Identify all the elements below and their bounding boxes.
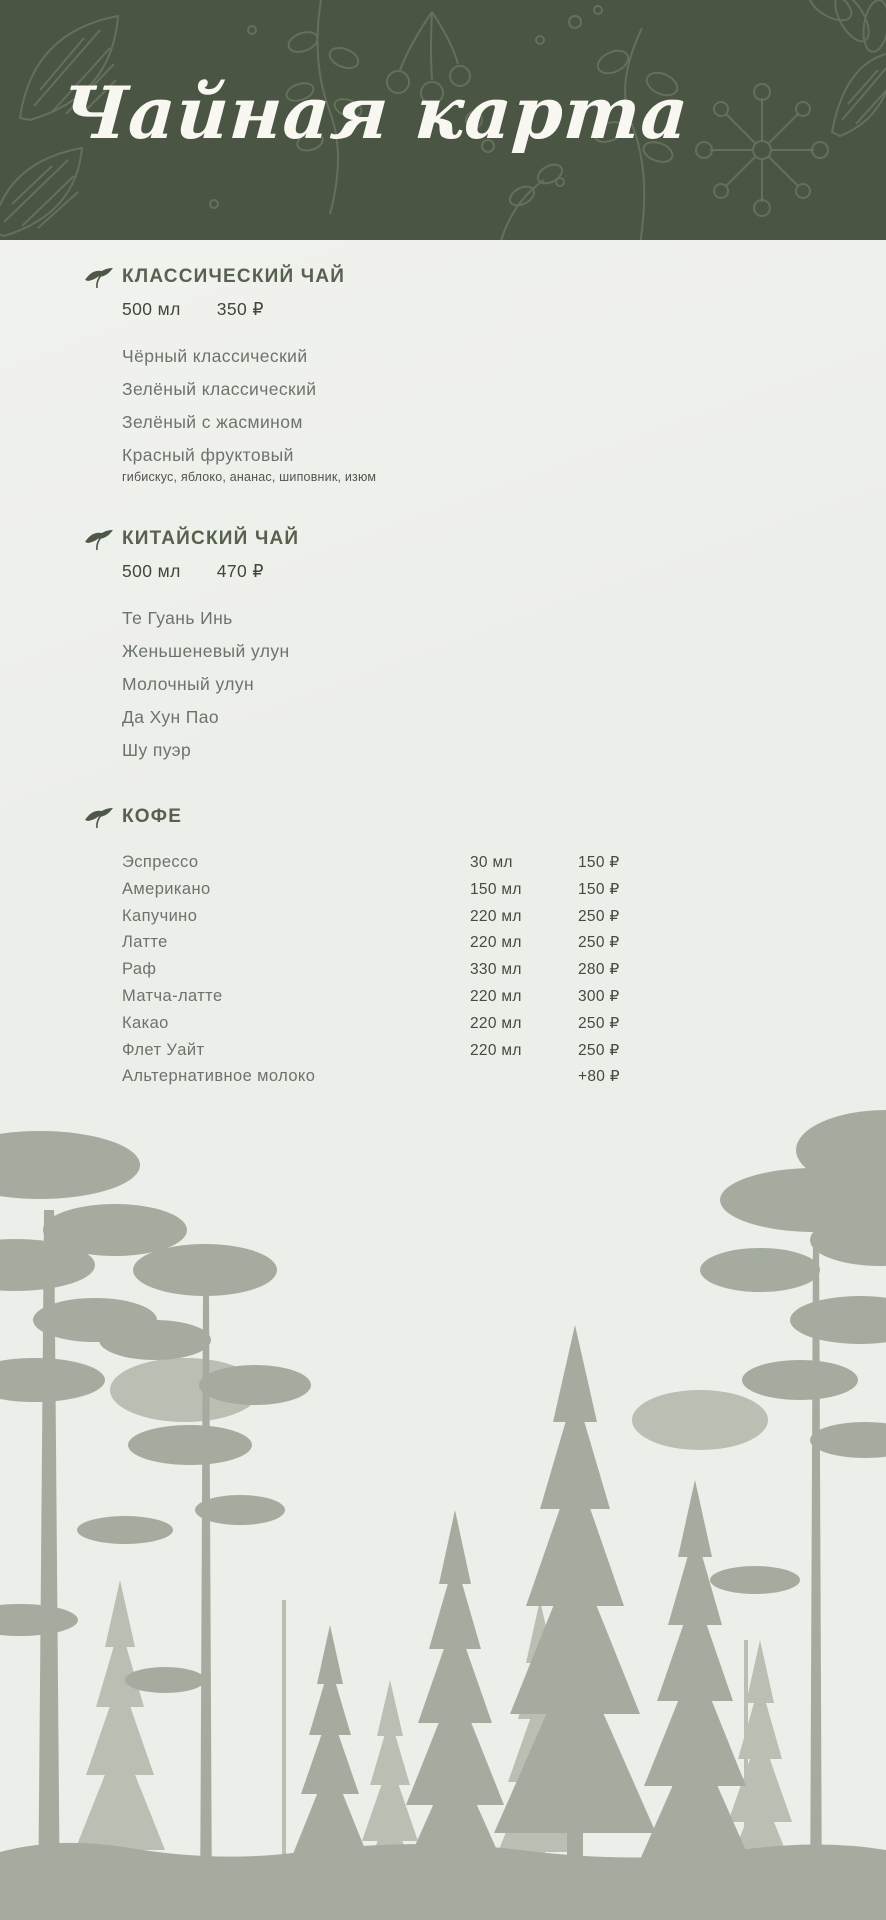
item-name: Капучино [122,906,198,925]
section-title: КОФЕ [122,806,183,827]
table-row [122,1014,822,1041]
item-volume: 220 мл [470,1041,522,1059]
page-title: Чайная карта [59,70,692,155]
table-row [122,907,822,934]
item-name: Красный фруктовый [122,445,294,465]
section-volume-price [122,561,822,582]
table-row [122,987,822,1014]
item-list [122,346,822,486]
item-name: Какао [122,1013,169,1032]
list-item [122,707,822,728]
item-list [122,608,822,761]
section-header [122,528,822,550]
item-volume: 330 мл [470,961,522,979]
header-banner [0,0,886,240]
tea-leaf-icon [84,529,114,551]
item-description: гибискус, яблоко, ананас, шиповник, изюм [122,470,377,484]
item-name: Эспрессо [122,853,199,871]
item-name: Зелёный классический [122,379,317,399]
section-price: 350 ₽ [216,299,264,319]
section-title: КИТАЙСКИЙ ЧАЙ [122,528,300,549]
item-volume: 220 мл [470,907,522,925]
table-row [122,1041,822,1068]
section-title: КЛАССИЧЕСКИЙ ЧАЙ [122,266,346,287]
list-item [122,641,822,662]
item-volume: 220 мл [470,1014,522,1032]
section-header [122,266,822,288]
list-item [122,379,822,400]
item-price: 250 ₽ [578,1014,620,1032]
item-price: +80 ₽ [578,1068,620,1086]
table-row [122,853,822,880]
item-price: 300 ₽ [578,987,620,1005]
item-name: Те Гуань Инь [122,608,233,628]
item-volume: 30 мл [470,854,513,871]
item-name: Раф [122,960,157,979]
item-name: Матча-латте [122,986,223,1005]
section-header [122,806,822,828]
coffee-table [122,853,822,1094]
list-item [122,346,822,367]
item-name: Американо [122,879,211,898]
item-price: 150 ₽ [578,880,620,898]
section-price: 470 ₽ [216,561,264,581]
list-item [122,412,822,433]
item-volume: 220 мл [470,987,522,1005]
item-name: Зелёный с жасмином [122,412,303,432]
item-name: Латте [122,933,168,952]
tea-leaf-icon [84,807,114,829]
item-price: 250 ₽ [578,907,620,925]
table-row [122,960,822,987]
item-name: Шу пуэр [122,740,192,760]
item-name: Молочный улун [122,674,255,694]
section-classic-tea [122,266,822,498]
tea-leaf-icon [84,267,114,289]
item-name: Да Хун Пао [122,707,220,727]
item-name: Женьшеневый улун [122,641,290,661]
section-volume-price [122,299,822,320]
section-chinese-tea [122,528,822,773]
item-price: 150 ₽ [578,854,620,871]
forest-silhouette [0,1080,886,1920]
item-name: Флет Уайт [122,1040,205,1059]
item-name: Альтернативное молоко [122,1067,316,1086]
list-item [122,740,822,761]
item-name: Чёрный классический [122,346,308,366]
table-row [122,880,822,907]
list-item [122,608,822,629]
item-price: 280 ₽ [578,961,620,979]
item-price: 250 ₽ [578,934,620,952]
section-volume: 500 мл [122,561,181,581]
list-item [122,445,822,486]
item-volume: 220 мл [470,934,522,952]
item-volume: 150 мл [470,880,522,898]
table-row [122,933,822,960]
item-price: 250 ₽ [578,1041,620,1059]
section-coffee [122,806,822,1094]
section-volume: 500 мл [122,299,181,319]
list-item [122,674,822,695]
